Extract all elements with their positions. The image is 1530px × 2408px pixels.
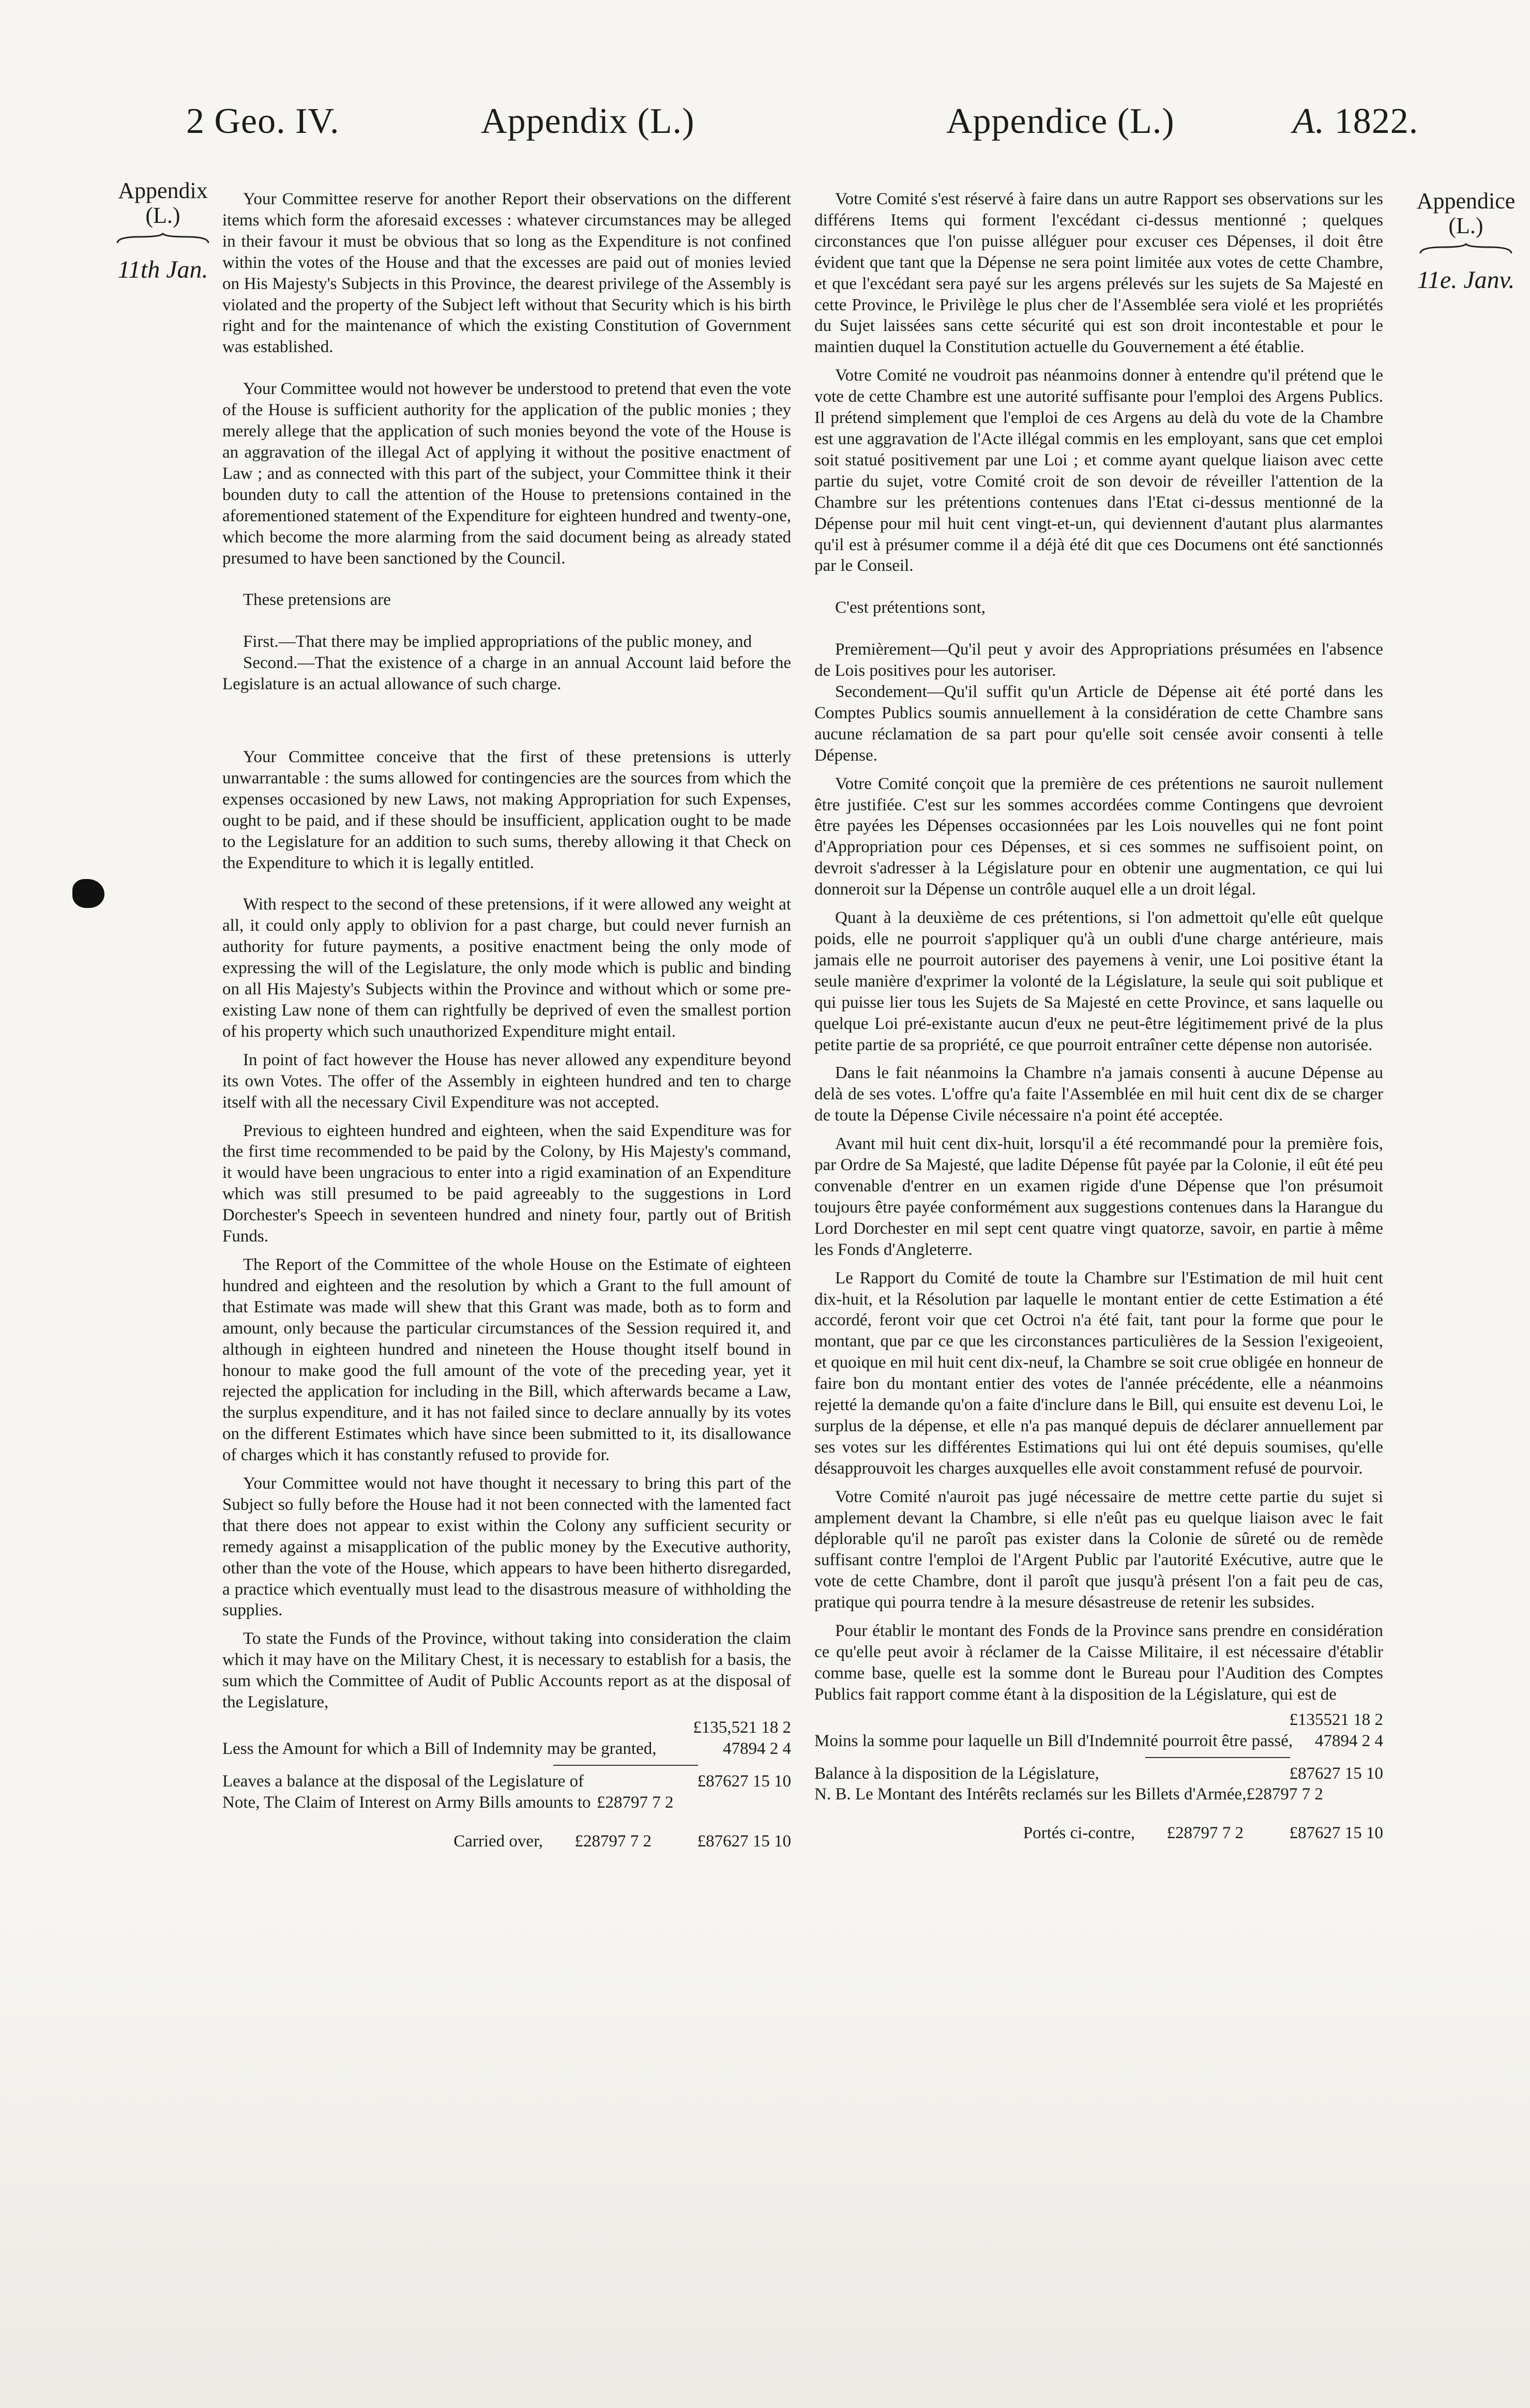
en-paragraph-3: These pretensions are [243,590,391,610]
session-heading: 2 Geo. IV. [186,101,340,141]
fr-paragraph-2: Votre Comité ne voudroit pas néanmoins donner à entendre qu'il prétend que le vote de cette Chambre est une autorité suffisante pour l'emploi des Argens Publics. Il prétend simplement que l'emploi de ces Argens au delà du vote de la Chambre est une aggravation de l'Acte illégal commis en les employant, sans que cet emploi soit statué positivement par une Loi ; et comme ayant quelque liaison avec cette partie du sujet, votre Comité croit de son devoir de réveiller l'attention de la Chambre sur les prétentions contenues dans l'Etat ci-dessus mentionné de la Dépense pour mil huit cent vingt-et-un, qui deviennent d'autant plus alarmantes qu'il est à présumer comme il a déjà été dit que ces Documens ont été sanctionnés par le Conseil. [814,366,1383,576]
en-paragraph-7: With respect to the second of these pretensions, if it were allowed any weight at all, it could only apply to oblivion for a past charge, but could never furnish an authority for future payments, a positive enactment being the only mode of expressing the will of the Legislature, the only mode which is public and binding on all His Majesty's Subjects within the Province and without which or some pre-existing Law none of them can rightfully be deprived of even the smallest portion of his property which such unauthorized Expenditure might entail. [222,895,791,1041]
en-paragraph-1: Your Committee reserve for another Report their observations on the different items which form the aforesaid excesses : whatever circumstances may be alleged in their favour it must be obvious that so long as the Expenditure is not confined within the votes of the House and that the excesses are paid out of monies levied on His Majesty's Subjects in this Province, the dearest privilege of the Assembly is violated and the property of the Subject left without that Security which is his birth right and for the maintenance of which the existing Constitution of Government was established. [222,190,791,357]
fr-paragraph-12: Pour établir le montant des Fonds de la Province sans prendre en considération ce qu'elle peut avoir à réclamer de la Caisse Militaire, il est nécessaire d'établir comme base, quelle est la somme dont le Bureau pour l'Audition des Comptes Publics fait rapport comme étant à la disposition de la Législature, qui est de [814,1622,1383,1704]
fr-paragraph-8: Dans le fait néanmoins la Chambre n'a jamais consenti à aucune Dépense au delà de ses votes. L'offre qu'a faite l'Assemblée en mil huit cent dix de se charger de toute la Dépense Civile nécessaire n'a point été acceptée. [814,1064,1383,1125]
en-paragraph-12: To state the Funds of the Province, without taking into consideration the claim which it may have on the Military Chest, it is necessary to establish for a basis, the sum which the Committee of Audit of Public Accounts report as at the disposal of the Legislature, [222,1629,791,1712]
fr-account-row-balance [814,1763,1383,1784]
left-brace-icon [116,233,209,244]
en-paragraph-4: First.—That there may be implied appropriations of the public money, and [243,632,752,652]
fr-paragraph-7: Quant à la deuxième de ces prétentions, si l'on admettoit qu'elle eût quelque poids, elle ne pourroit s'appliquer qu'à un oubli d'une charge antérieure, mais jamais elle ne pourroit autoriser des payemens à venir, une Loi positive étant la seule manière d'exprimer la volonté de la Législature, la seule qui soit publique et qui puisse lier tous les Sujets de Sa Majesté en cette Province, et sans laquelle ou quelque Loi pré-existante aucun d'eux ne peut-être légitimement privé de la plus petite partie de sa propriété, ce que pourroit entraîner cette dépense non autorisée. [814,908,1383,1054]
fr-balance-label: Balance à la disposition de la Législature, [814,1764,1099,1783]
en-paragraph-6: Your Committee conceive that the first of these pretensions is utterly unwarrantable : the sums allowed for contingencies are the sources from which the expenses occasioned by new Laws, not making Appropriation for such Expenses, ought to be paid, and if these should be insufficient, application ought to be made to the Legislature for an addition to such sums, thereby allowing it that Check on the Expenditure to which it is legally entitled. [222,748,791,872]
ink-blot [72,879,104,908]
en-paragraph-9: Previous to eighteen hundred and eighteen, when the said Expenditure was for the first time recommended to be paid by the Colony, by His Majesty's command, it would have been ungracious to enter into a rigid examination of an Expenditure which was still presumed to be paid agreeably to the suggestions in Lord Dorchester's Speech in seventeen hundred and ninety four, partly out of British Funds. [222,1121,791,1246]
en-paragraph-11: Your Committee would not have thought it necessary to bring this part of the Subject so fully before the House had it not been connected with the lamented fact that there does not appear to exist within the Colony any sufficient security or remedy against a misapplication of the public money by the Executive authority, other than the vote of the House, which appears to have been hitherto disregarded, a practice which eventually must lead to the disastrous measure of withholding the supplies. [222,1474,791,1620]
en-carried-interest: £28797 7 2 [574,1831,652,1851]
fr-paragraph-1: Votre Comité s'est réservé à faire dans un autre Rapport ses observations sur les différens Items qui forment l'excédant ci-dessus mentionné ; quelques circonstances que l'on puisse alléguer pour excuser ces Dépenses, il doit être évident que tant que la Dépense ne sera point limitée aux votes de cette Chambre, et que l'excédant sera payé sur les argens prélevés sur les sujets de Sa Majesté en cette Province, le Privilège le plus cher de l'Assemblée sera violé et les propriétés du Sujet laissées sans cette sécurité qui est son droit incontestable et pour le maintien duquel la Constitution actuelle du Gouvernement a été établie. [814,190,1383,357]
fr-account-row-interest [814,1784,1383,1805]
fr-paragraph-4: Premièrement—Qu'il peut y avoir des Appropriations présumées en l'absence de Lois positives pour les autoriser. [814,640,1383,680]
fr-interest-label: N. B. Le Montant des Intérêts reclamés sur les Billets d'Armée, [814,1785,1247,1804]
en-carried-balance: £87627 15 10 [697,1831,791,1851]
fr-paragraph-6: Votre Comité conçoit que la première de ces prétentions ne sauroit nullement être justifiée. C'est sur les sommes accordées comme Contingens que devroient être payées les Dépenses occasionnées par les Lois nouvelles qui ne font point d'Appropriation pour ces Dépenses, et si ces sommes ne suffisoient point, on devroit s'adresser à la Législature pour en obtenir une augmentation, ce qui lui donneroit sur la Dépense un contrôle auquel elle a un droit légal. [814,774,1383,899]
en-carried-label: Carried over, [453,1831,543,1851]
left-note-date: 11th Jan. [117,255,208,283]
en-carried-over-row [222,1831,791,1852]
fr-indemnity-amount: 47894 2 4 [1315,1731,1383,1750]
en-account-table [222,1717,791,1852]
fr-paragraph-9: Avant mil huit cent dix-huit, lorsqu'il a été recommandé pour la première fois, par Ordre de Sa Majesté, que ladite Dépense fût payée par la Colonie, il eût été peu convenable d'entrer en un examen rigide d'une Dépense que l'on présumoit toujours être payée conformément aux suggestions contenues dans la Harangue du Lord Dorchester en mil sept cent quatre vingt quatorze, savoir, en partie à même les Fonds d'Angleterre. [814,1134,1383,1259]
right-note-title: Appendice [1416,188,1516,214]
fr-carried-label: Portés ci-contre, [1023,1824,1135,1843]
right-note-letter: (L.) [1448,213,1483,239]
en-interest-label: Note, The Claim of Interest on Army Bills amounts to [222,1793,591,1812]
paper-discoloration [0,1913,1530,2408]
english-column [222,189,791,1852]
en-account-row-interest [222,1792,791,1813]
en-indemnity-label: Less the Amount for which a Bill of Indemnity may be granted, [222,1739,657,1758]
appendix-heading-english: Appendix (L.) [481,101,695,141]
right-brace-icon [1419,243,1512,254]
en-paragraph-8: In point of fact however the House has never allowed any expenditure beyond its own Votes. The offer of the Assembly in eighteen hundred and ten to charge itself with all the necessary Civil Expenditure was not accepted. [222,1050,791,1112]
en-paragraph-10: The Report of the Committee of the whole House on the Estimate of eighteen hundred and eighteen and the resolution by which a Grant to the full amount of that Estimate was made will shew that this Grant was made, both as to form and amount, only because the particular circumstances of the Session required it, and although in eighteen hundred and nineteen the House thought itself bound in honour to make good the full amount of the vote of the preceding year, yet it rejected the application for including in the Bill, which afterwards became a Law, the surplus expenditure, and it has not failed since to declare annually by its votes on the different Estimates which have since been submitted to it, its disallowance of charges which it has constantly refused to provide for. [222,1255,791,1465]
fr-paragraph-5: Secondement—Qu'il suffit qu'un Article de Dépense ait été porté dans les Comptes Publics soumis annuellement à la considération de cette Chambre sans aucune réclamation de sa part pour qu'elle soit censée avoir consenti à telle Dépense. [814,683,1383,765]
left-note-title: Appendix [118,178,208,203]
en-paragraph-2: Your Committee would not however be understood to pretend that even the vote of the House is sufficient authority for the application of the public monies ; they merely allege that the application of such monies beyond the vote of the House is an aggravation of the illegal Act of applying it without the positive enactment of Law ; and as connected with this part of the subject, your Committee think it their bounden duty to call the attention of the House to pretensions contained in the aforementioned statement of the Expenditure for eighteen hundred and twenty-one, which become the more alarming from the said document being as already stated presumed to have been sanctioned by the Council. [222,380,791,568]
en-account-row-balance [222,1771,791,1792]
fr-balance-amount: £87627 15 10 [1289,1764,1383,1783]
right-note-date: 11e. Janv. [1417,266,1515,294]
en-balance-amount: £87627 15 10 [697,1771,791,1791]
en-account-row-total [222,1717,791,1738]
fr-carried-interest: £28797 7 2 [1167,1824,1244,1843]
fr-paragraph-3: C'est prétentions sont, [835,598,986,617]
fr-carried-over-row [814,1823,1383,1844]
fr-indemnity-label: Moins la somme pour laquelle un Bill d'Indemnité pourroit être passé, [814,1731,1293,1750]
fr-interest-amount: £28797 7 2 [1246,1785,1323,1804]
fr-paragraph-11: Votre Comité n'auroit pas jugé nécessaire de mettre cette partie du sujet si amplement devant la Chambre, si elle n'eût pas eu quelque liaison avec le fait déplorable qu'il ne paroît pas exister dans la Colonie de sûreté ou de remède suffisant contre l'emploi de l'Argent Public par l'autorité Exécutive, autre que le vote de cette Chambre, dont il paroît que jusqu'à présent l'on a fait peu de cas, pratique qui pourra tendre à la mesure désastreuse de retenir les subsides. [814,1487,1383,1612]
fr-sum-rule [1145,1757,1290,1758]
fr-account-table [814,1709,1383,1844]
left-note-letter: (L.) [145,203,180,229]
en-account-row-indemnity [222,1738,791,1760]
fr-account-row-total [814,1709,1383,1731]
en-interest-amount: £28797 7 2 [597,1793,674,1812]
appendix-heading-french: Appendice (L.) [946,101,1175,141]
left-margin-note [109,178,217,284]
fr-total-amount: £135521 18 2 [1289,1710,1383,1729]
fr-account-row-indemnity [814,1731,1383,1752]
fr-paragraph-10: Le Rapport du Comité de toute la Chambre sur l'Estimation de mil huit cent dix-huit, et la Résolution par laquelle le montant entier de cette Estimation a été accordé, feront voir que cet Octroi n'a été fait, tant pour la forme que pour le montant, que par ce que les circonstances particulières de la Session l'exigeoient, et quoique en mil huit cent dix-neuf, la Chambre se soit crue obligée en honneur de faire bon du montant entier des votes de l'année précédente, elle a néanmoins rejetté la demande qu'on a faite d'inclure dans le Bill, qui ensuite est devenu Loi, le surplus de la dépense, et elle n'a pas manqué depuis de déclarer annuellement par ses votes sur les différentes Estimations qui lui ont été depuis soumises, qu'elle désapprouvoit les charges auxquelles elle avoit constamment refusé de pourvoir. [814,1268,1383,1478]
en-sum-rule [553,1765,698,1766]
right-margin-note [1412,189,1520,294]
en-balance-label: Leaves a balance at the disposal of the Legislature of [222,1771,584,1791]
year-value: 1822. [1334,101,1419,141]
french-column [814,189,1383,1844]
en-total-amount: £135,521 18 2 [693,1718,791,1737]
year-prefix: A. [1293,101,1325,141]
year-heading [1293,101,1418,142]
fr-carried-balance: £87627 15 10 [1289,1824,1383,1843]
en-paragraph-5: Second.—That the existence of a charge in an annual Account laid before the Legislature is an actual allowance of such charge. [222,654,791,694]
en-indemnity-amount: 47894 2 4 [723,1739,791,1758]
